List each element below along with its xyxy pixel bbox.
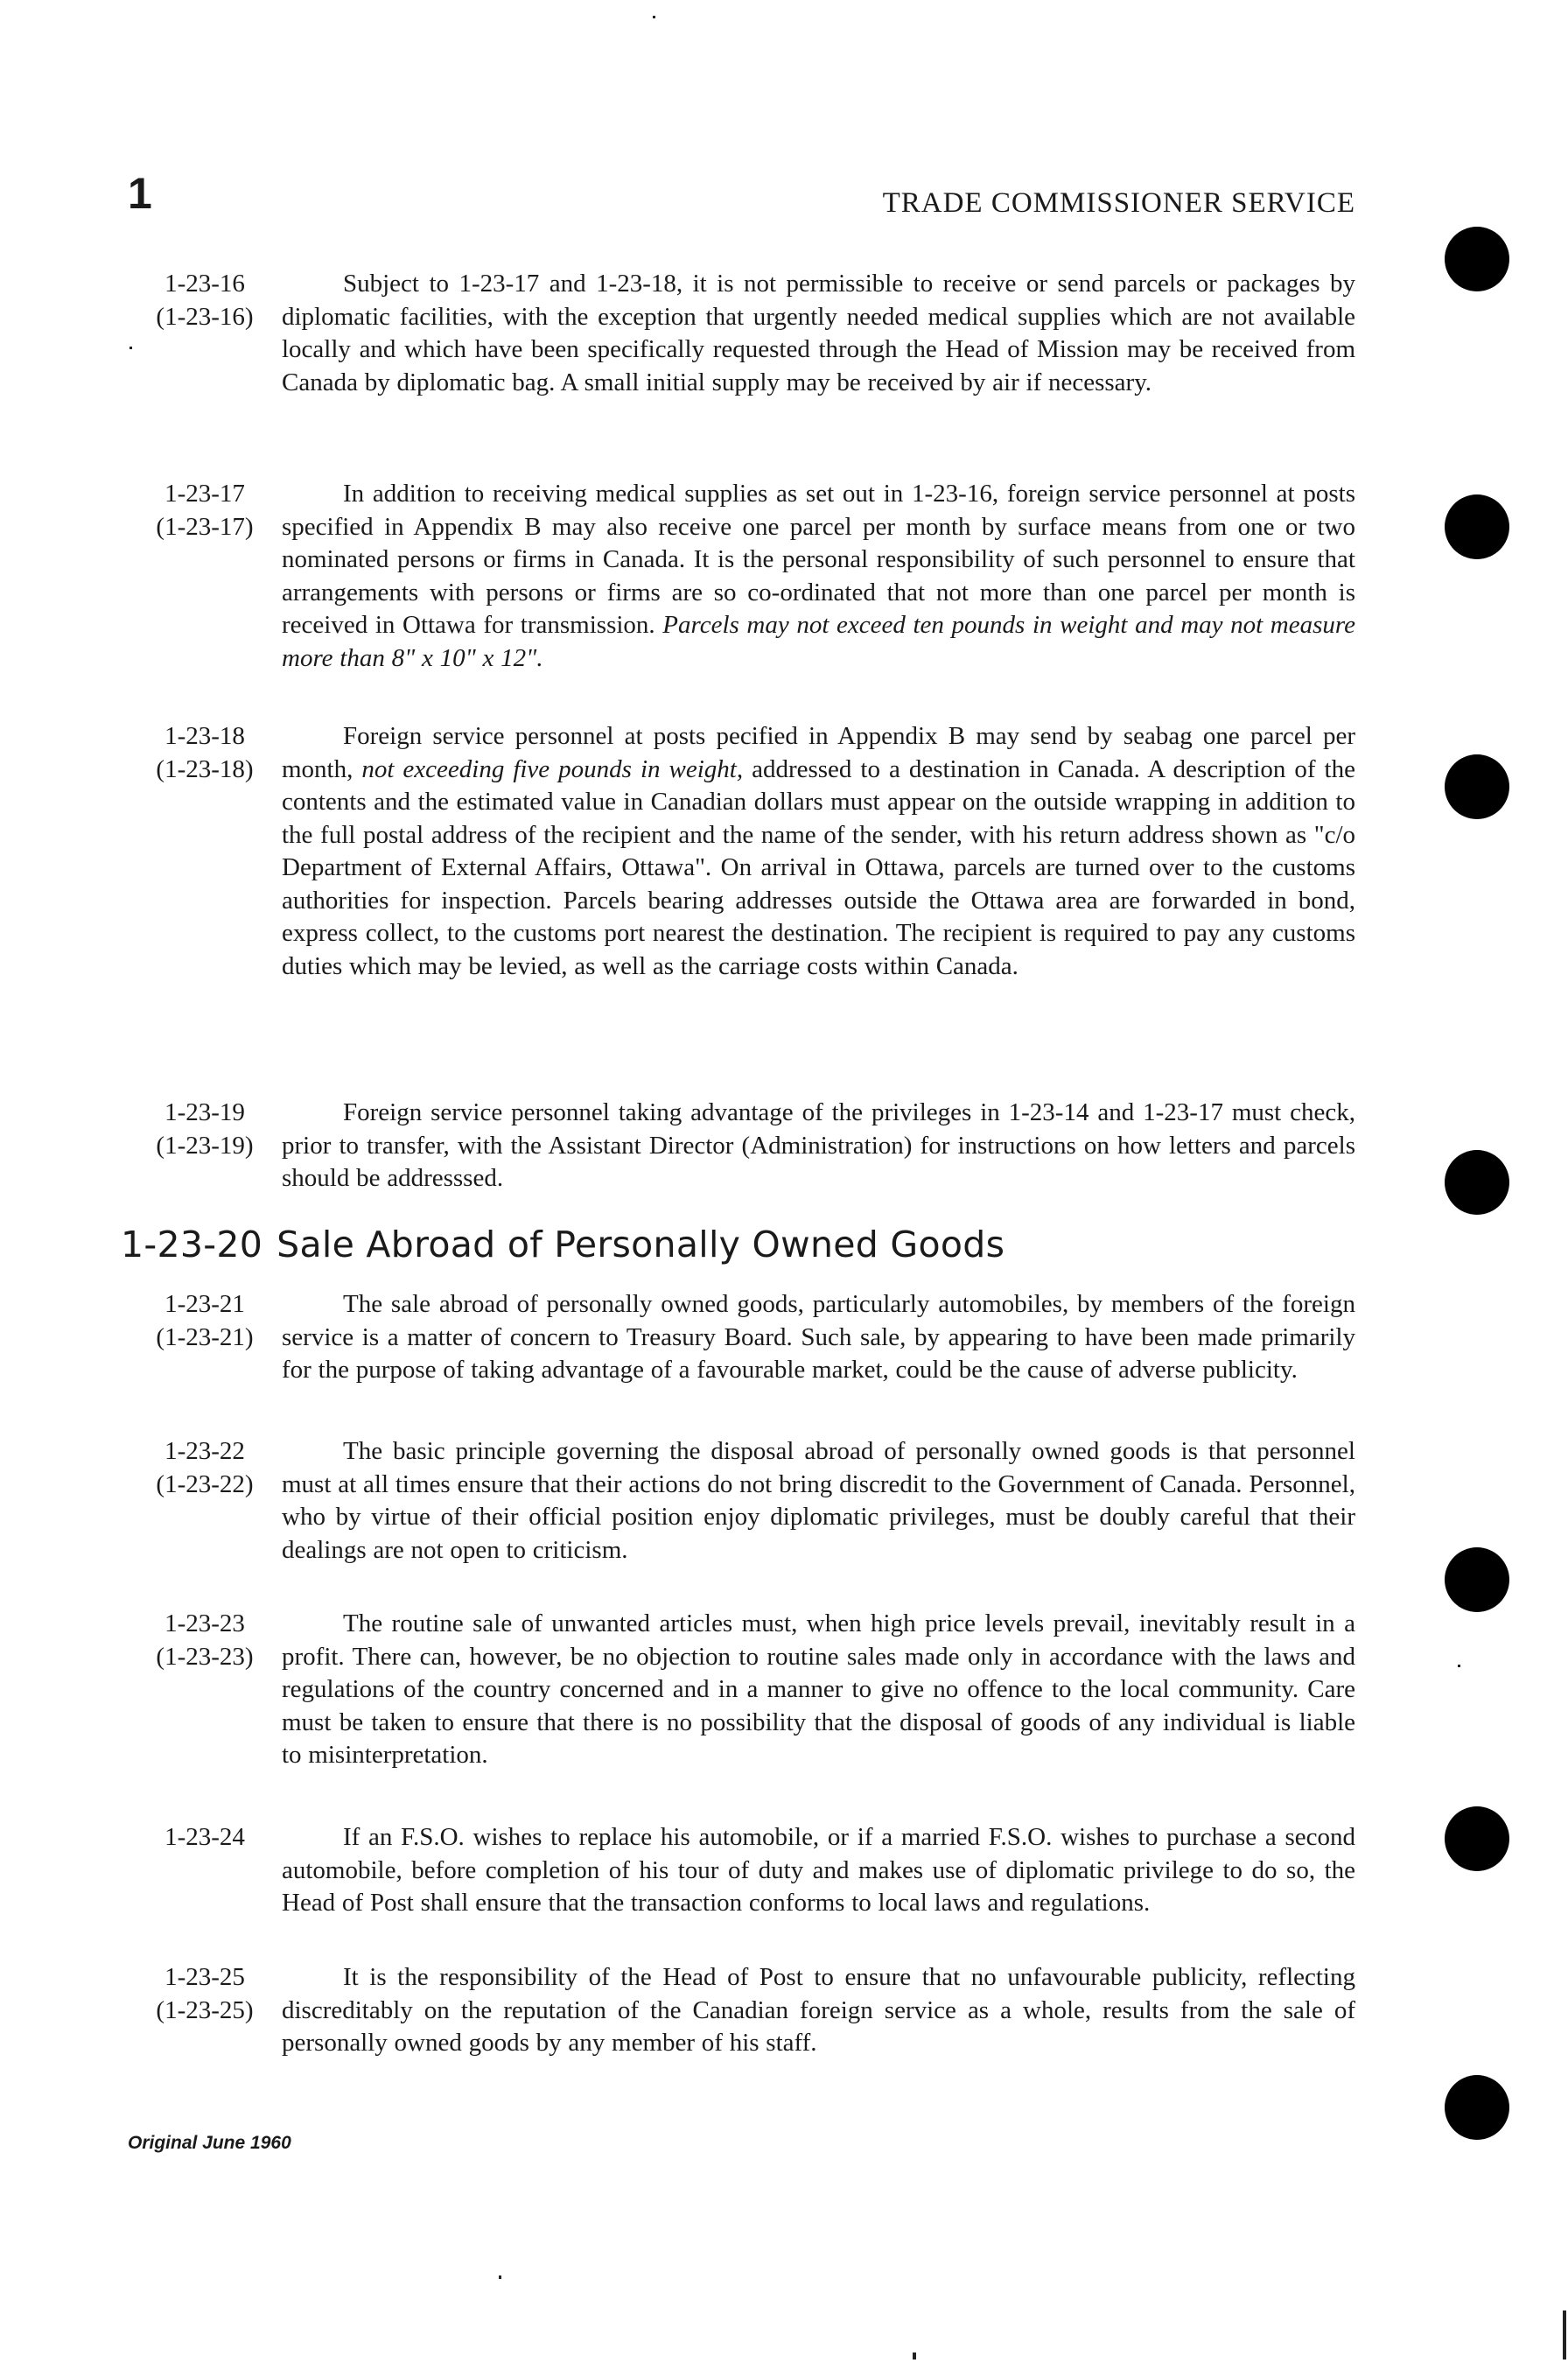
- paragraph-text: The sale abroad of personally owned goods, particularly automobiles, by members of the foreign service is a matter of concern to Treasury Board. Such sale, by appearing to have been made primarily for the purpose of taking advantage of a favourable market, could be the cause of adverse publicity.: [282, 1290, 1355, 1384]
- punch-hole: [1445, 227, 1509, 291]
- section-1-23-23: [128, 1608, 1355, 1772]
- section-heading: [121, 1224, 1005, 1266]
- ref-number: 1-23-21: [164, 1290, 245, 1318]
- paragraph-text: Subject to 1-23-17 and 1-23-18, it is not permissible to receive or send parcels or packages by diplomatic facilities, with the exception that urgently needed medical supplies which are not available locally and which have been specifically requested through the Head of Mission may be received from Canada by diplomatic bag. A small initial supply may be received by air if necessary.: [282, 270, 1355, 396]
- ref-number: 1-23-23: [164, 1609, 245, 1637]
- paragraph-text: If an F.S.O. wishes to replace his automobile, or if a married F.S.O. wishes to purchase a second automobile, before completion of his tour of duty and makes use of diplomatic privilege to do so, the Head of Post shall ensure that the transaction conforms to local laws and regulations.: [282, 1823, 1355, 1917]
- paragraph-text: It is the responsibility of the Head of Post to ensure that no unfavourable publicity, reflecting discreditably on the reputation of the Canadian foreign service as a whole, results from the sale of personally owned goods by any member of his staff.: [282, 1963, 1355, 2057]
- ref-number: 1-23-24: [164, 1823, 245, 1851]
- footer-date: Original June 1960: [128, 2133, 291, 2153]
- page-number: 1: [128, 169, 152, 218]
- scan-speck: [1563, 2310, 1566, 2359]
- scan-speck: [499, 2275, 501, 2279]
- punch-hole: [1445, 494, 1509, 559]
- scan-speck: [913, 2352, 916, 2359]
- section-ref: [128, 268, 282, 333]
- ref-old-number: (1-23-19): [156, 1131, 254, 1160]
- ref-number: 1-23-22: [164, 1437, 245, 1465]
- ref-old-number: (1-23-25): [156, 1995, 254, 2024]
- paragraph: [282, 720, 1355, 983]
- ref-number: 1-23-18: [164, 722, 245, 750]
- ref-number: 1-23-16: [164, 270, 245, 298]
- ref-number: 1-23-19: [164, 1098, 245, 1126]
- section-ref: [128, 1435, 282, 1501]
- punch-hole: [1445, 1547, 1509, 1612]
- scan-speck: [130, 347, 132, 349]
- section-ref: [128, 1821, 282, 1855]
- ref-number: 1-23-25: [164, 1963, 245, 1991]
- section-ref: [128, 1608, 282, 1673]
- section-ref: [128, 1961, 282, 2027]
- section-ref: [128, 1288, 282, 1354]
- section-heading-title: Sale Abroad of Personally Owned Goods: [276, 1224, 1005, 1266]
- ref-old-number: (1-23-21): [156, 1322, 254, 1351]
- ref-old-number: (1-23-22): [156, 1469, 254, 1498]
- scan-speck: [1458, 1665, 1460, 1667]
- paragraph: [282, 1288, 1355, 1387]
- paragraph: [282, 1097, 1355, 1196]
- running-head: TRADE COMMISSIONER SERVICE: [882, 187, 1355, 219]
- section-ref: [128, 720, 282, 786]
- paragraph: [282, 1435, 1355, 1567]
- punch-hole: [1445, 754, 1509, 819]
- paragraph: [282, 1961, 1355, 2060]
- paragraph-emphasis: Parcels may not exceed ten pounds in weight and may not measure more than 8" x 10" x 12".: [282, 611, 1355, 672]
- ref-number: 1-23-17: [164, 480, 245, 508]
- paragraph-text: Foreign service personnel taking advantage of the privileges in 1-23-14 and 1-23-17 must check, prior to transfer, with the Assistant Director (Administration) for instructions on how letters and parcels should be addresssed.: [282, 1098, 1355, 1192]
- punch-hole: [1445, 1806, 1509, 1871]
- paragraph: [282, 268, 1355, 399]
- paragraph-text: The basic principle governing the disposal abroad of personally owned goods is that personnel must at all times ensure that their actions do not bring discredit to the Government of Canada. Personnel, who by virtue of their official position enjoy diplomatic privileges, must be doubly careful that their dealings are not open to criticism.: [282, 1437, 1355, 1564]
- section-1-23-17: [128, 478, 1355, 675]
- paragraph-text: In addition to receiving medical supplies as set out in 1-23-16, foreign service personnel at posts specified in Appendix B may also receive one parcel per month by surface means from one or two nominated persons or firms in Canada. It is the personal responsibility of such personnel to ensure that arrangements with persons or firms are so co-ordinated that not more than one parcel per month is received in Ottawa for transmission.: [282, 480, 1355, 639]
- section-1-23-25: [128, 1961, 1355, 2060]
- section-1-23-21: [128, 1288, 1355, 1387]
- section-ref: [128, 1097, 282, 1162]
- section-ref: [128, 478, 282, 543]
- punch-hole: [1445, 2075, 1509, 2140]
- ref-old-number: (1-23-16): [156, 302, 254, 331]
- paragraph-text: Foreign service personnel at posts pecified in Appendix B may send by seabag one parcel per month,: [282, 722, 1355, 783]
- section-1-23-24: [128, 1821, 1355, 1920]
- section-1-23-19: [128, 1097, 1355, 1196]
- paragraph-text: The routine sale of unwanted articles must, when high price levels prevail, inevitably result in a profit. There can, however, be no objection to routine sales made only in accordance with the laws and regulations of the country concerned and in a manner to give no offence to the local community. Care must be taken to ensure that there is no possibility that the disposal of goods of any individual is liable to misinterpretation.: [282, 1609, 1355, 1769]
- paragraph: [282, 478, 1355, 675]
- ref-old-number: (1-23-17): [156, 512, 254, 541]
- paragraph: [282, 1821, 1355, 1920]
- paragraph: [282, 1608, 1355, 1772]
- paragraph-text: addressed to a destination in Canada. A description of the contents and the estimated value in Canadian dollars must appear on the outside wrapping in addition to the full postal address of the recipient and the name of the sender, with his return address shown as "c/o Department of External Affairs, Ottawa". On arrival in Ottawa, parcels are turned over to the customs authorities for inspection. Parcels bearing addresses outside the Ottawa area are forwarded in bond, express collect, to the customs port nearest the destination. The recipient is required to pay any customs duties which may be levied, as well as the carriage costs within Canada.: [282, 754, 1355, 980]
- paragraph-emphasis: not exceeding five pounds in weight,: [361, 754, 744, 783]
- section-1-23-22: [128, 1435, 1355, 1567]
- scan-speck: [653, 16, 655, 18]
- punch-hole: [1445, 1150, 1509, 1215]
- section-heading-number: 1-23-20: [121, 1224, 263, 1266]
- ref-old-number: (1-23-18): [156, 754, 254, 783]
- section-1-23-18: [128, 720, 1355, 983]
- section-1-23-16: [128, 268, 1355, 399]
- ref-old-number: (1-23-23): [156, 1642, 254, 1671]
